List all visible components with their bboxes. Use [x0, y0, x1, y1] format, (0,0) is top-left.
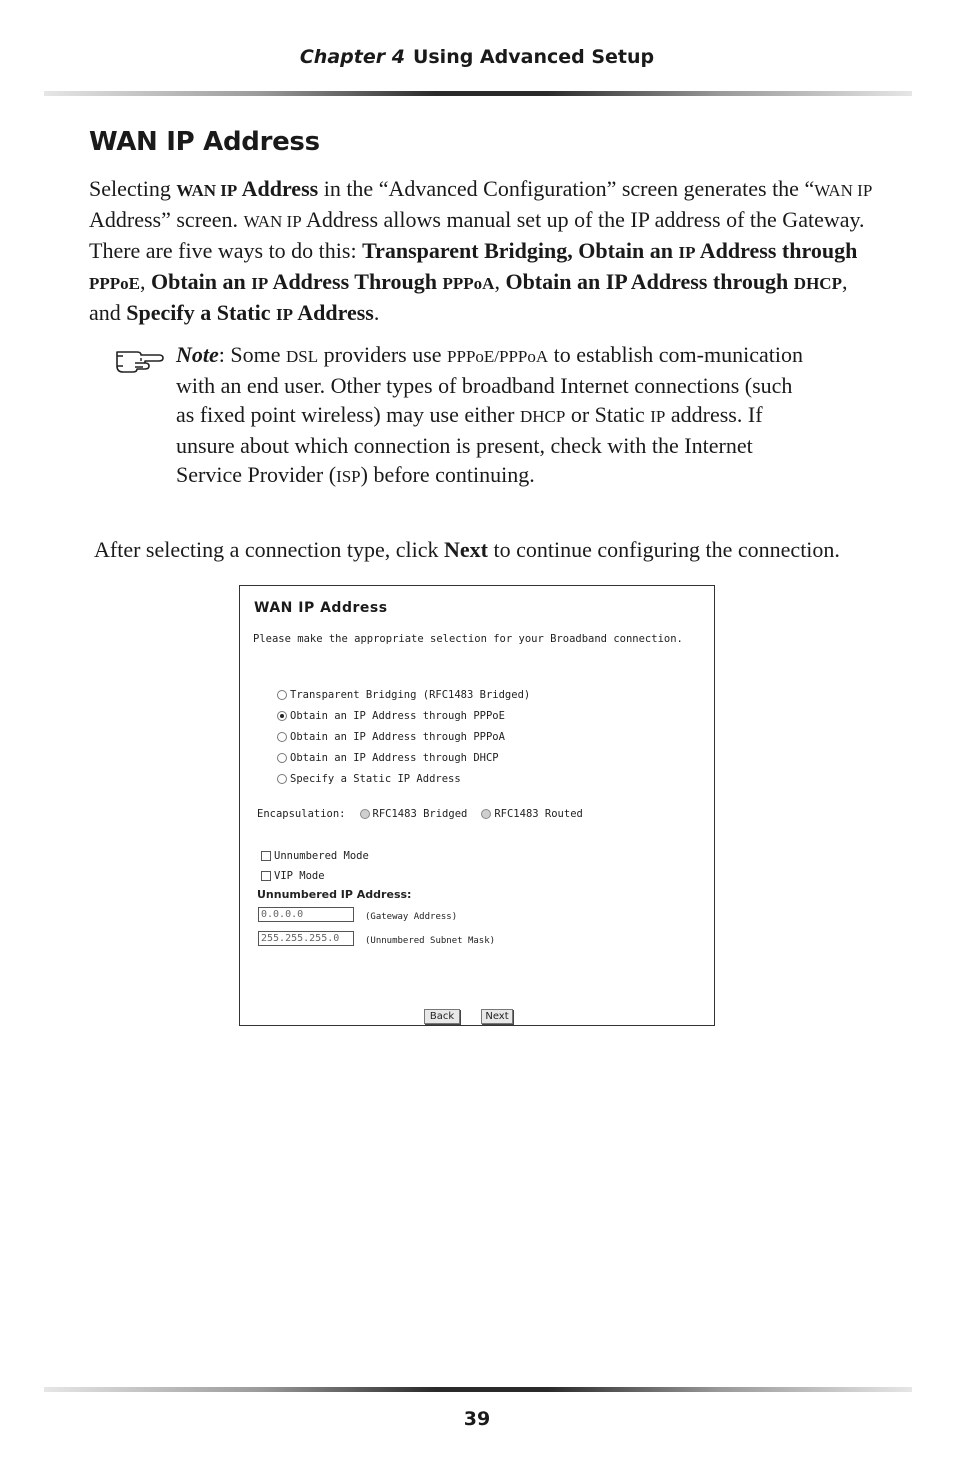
text-run: DHCP [519, 407, 566, 426]
intro-paragraph [89, 174, 879, 329]
checkbox-label: VIP Mode [274, 870, 325, 882]
option-label: Obtain an IP Address through PPPoA [290, 731, 505, 743]
checkbox[interactable] [261, 851, 271, 861]
text-run: DHCP [793, 274, 842, 293]
screen-title: WAN IP Address [254, 600, 388, 616]
text-run: PPPoE/PPPoA [447, 347, 549, 366]
option-label: Obtain an IP Address through PPPoE [290, 710, 505, 722]
text-run: IP [251, 274, 269, 293]
screen-instruction: Please make the appropriate selection for your Broadband connection. [253, 633, 683, 645]
radio-button[interactable] [481, 809, 491, 819]
option-label: Obtain an IP Address through DHCP [290, 752, 499, 764]
option-pppoa[interactable] [277, 731, 505, 743]
option-label: Transparent Bridging (RFC1483 Bridged) [290, 689, 531, 701]
option-dhcp[interactable] [277, 752, 499, 764]
page-number: 39 [463, 1408, 491, 1430]
radio-button[interactable] [360, 809, 370, 819]
text-run: in the “Advanced Configuration” screen generates the “ [318, 176, 815, 201]
text-run: Transparent Bridging, Obtain an [362, 238, 679, 263]
unnumbered-ip-label: Unnumbered IP Address: [257, 888, 412, 901]
encapsulation-label: Encapsulation: [257, 808, 346, 820]
text-run: Address [292, 300, 374, 325]
text-run: address. If unsure about which connection is present, check with the Internet Service Provider ( [176, 402, 763, 487]
gateway-address-input[interactable]: 0.0.0.0 [258, 907, 354, 922]
text-run: Address Through [268, 269, 443, 294]
footer-rule [44, 1387, 912, 1392]
option-label: RFC1483 Bridged [372, 808, 468, 820]
text-run: , and [89, 269, 848, 325]
text-run: IP [650, 407, 666, 426]
next-button[interactable]: Next [481, 1009, 513, 1024]
encap-option-bridged[interactable] [360, 808, 468, 820]
encapsulation-row [257, 808, 597, 820]
text-run: IP [678, 243, 696, 262]
subnet-mask-input[interactable]: 255.255.255.0 [258, 931, 354, 946]
text-run: WAN IP [243, 212, 302, 231]
text-run: to establish com-munication with an end user. Other types of broadband Internet connections (such as fixed point wireless) may use either [176, 342, 803, 427]
text-run: , [140, 269, 151, 294]
radio-button-selected[interactable] [277, 711, 287, 721]
option-label: Specify a Static IP Address [290, 773, 461, 785]
gateway-address-hint: (Gateway Address) [365, 912, 458, 922]
text-run: : Some [218, 342, 286, 367]
next-keyword: Next [444, 537, 489, 562]
radio-button[interactable] [277, 690, 287, 700]
vip-mode-checkbox[interactable] [261, 870, 325, 882]
note-label: Note [176, 342, 219, 367]
text-run: to continue configuring the connection. [488, 537, 840, 562]
running-header [0, 46, 954, 68]
wan-ip-screenshot [239, 585, 715, 1026]
text-run: . [373, 300, 380, 325]
next-instruction [94, 535, 894, 564]
section-title: WAN IP Address [89, 127, 320, 157]
chapter-title: Using Advanced Setup [412, 46, 655, 68]
option-static-ip[interactable] [277, 773, 461, 785]
option-pppoe[interactable] [277, 710, 505, 722]
text-run: IP [275, 305, 293, 324]
text-run: Obtain an IP Address through [505, 269, 794, 294]
text-run: DSL [286, 347, 319, 366]
option-transparent-bridging[interactable] [277, 689, 530, 701]
text-run: , [494, 269, 506, 294]
pointing-hand-icon [115, 344, 165, 374]
text-run: Address allows manual set up of the IP address of the Gateway. There are five ways to do this: [89, 207, 865, 263]
text-run: ISP [336, 467, 361, 486]
text-run: PPPoE [89, 274, 140, 293]
text-run: Address through [695, 238, 858, 263]
text-run: Obtain an [151, 269, 252, 294]
text-run: WAN IP [814, 181, 873, 200]
text-run: Selecting [89, 176, 177, 201]
text-run: or Static [565, 402, 651, 427]
radio-button[interactable] [277, 732, 287, 742]
text-run: Address” screen. [89, 207, 244, 232]
checkbox[interactable] [261, 871, 271, 881]
back-button[interactable]: Back [424, 1009, 460, 1024]
radio-button[interactable] [277, 753, 287, 763]
note-text [176, 340, 816, 491]
subnet-mask-hint: (Unnumbered Subnet Mask) [365, 936, 496, 946]
option-label: RFC1483 Routed [494, 808, 583, 820]
unnumbered-mode-checkbox[interactable] [261, 850, 369, 862]
header-rule [44, 91, 912, 96]
text-run: Address [237, 176, 319, 201]
text-run: ) before continuing. [360, 462, 535, 487]
radio-button[interactable] [277, 774, 287, 784]
chapter-label: Chapter 4 [299, 46, 405, 68]
checkbox-label: Unnumbered Mode [274, 850, 369, 862]
text-run: Specify a Static [126, 300, 276, 325]
encap-option-routed[interactable] [481, 808, 583, 820]
text-run: PPPoA [442, 274, 495, 293]
text-run: WAN IP [176, 181, 238, 200]
text-run: providers use [318, 342, 448, 367]
text-run: After selecting a connection type, click [94, 537, 445, 562]
